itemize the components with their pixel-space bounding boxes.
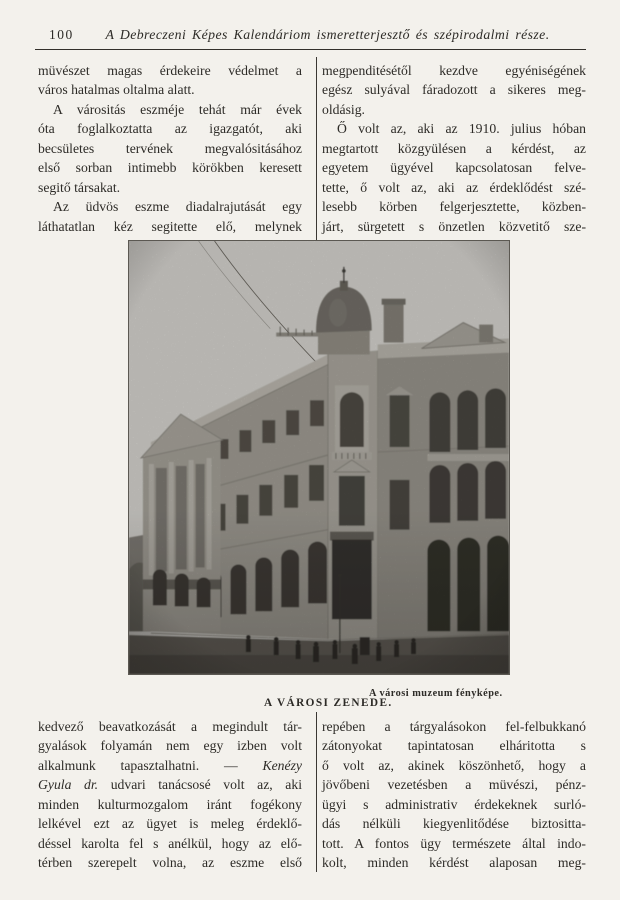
- text-line: [322, 61, 586, 80]
- text-line: [38, 100, 302, 119]
- text-line: [38, 119, 302, 138]
- text-run: becsületes tervének megvalósitásához: [38, 140, 302, 156]
- text-line: [322, 197, 586, 216]
- column-divider-bottom: [316, 712, 317, 872]
- text-run: müvészet magas érdekeire védelmet a: [38, 63, 302, 78]
- text-run: lelkével ezt az ügyet is meleg érdeklő-: [38, 816, 302, 832]
- text-column-bottom-left: [38, 717, 302, 873]
- building-photo-illustration: [129, 241, 509, 674]
- vignette: [129, 241, 509, 674]
- text-run: gyalások folyamán nem egy izben volt: [38, 738, 302, 754]
- text-line: [38, 834, 302, 853]
- text-run: tette, ő volt az, aki az érdeklődést szé-: [322, 179, 586, 195]
- text-line: [322, 717, 586, 736]
- text-run: egyetem ügyével kapcsolatosan felve-: [322, 160, 586, 176]
- text-line: [322, 756, 586, 775]
- text-line: [38, 80, 302, 99]
- text-line: [322, 775, 586, 794]
- text-run: kolt, minden kérdést alaposan meg-: [322, 855, 586, 871]
- text-run: déssel karolta fel s anélkül, hogy az elő-: [38, 835, 302, 851]
- photo-main-caption: A VÁROSI ZENEDE.: [264, 697, 393, 709]
- city-music-school-photograph: [128, 240, 510, 675]
- text-line: [38, 853, 302, 872]
- italic-text-run: Gyula dr.: [38, 777, 99, 793]
- photo-credit-caption: A városi muzeum fényképe.: [369, 688, 503, 699]
- header-rule: [35, 49, 586, 50]
- text-run: óta foglalkoztatta az igazgatót, aki: [38, 121, 302, 137]
- text-run: lesebb körben felgerjesztette, közben-: [322, 199, 586, 215]
- text-run: jövőbeni vezetésben a müvészi, pénz-: [322, 777, 586, 793]
- text-line: [38, 795, 302, 814]
- text-run: megpenditésétől kezdve egyéniségének: [322, 63, 586, 78]
- text-line: [38, 217, 302, 236]
- text-line: [38, 197, 302, 216]
- text-run: repében a tárgyalásokon fel-felbukkanó: [322, 719, 586, 734]
- text-run: oldásig.: [322, 101, 365, 117]
- text-run: dás nélküli kiegyenlitődése biztositta-: [322, 816, 586, 832]
- text-run: zátonyokat tapintatosan elháritotta s: [322, 738, 586, 754]
- text-line: [322, 814, 586, 833]
- page-number: 100: [49, 27, 74, 42]
- text-line: [38, 158, 302, 177]
- text-line: [322, 217, 586, 236]
- text-line: [322, 853, 586, 872]
- text-line: [322, 80, 586, 99]
- running-header-title: A Debreczeni Képes Kalendáriom ismeretterjesztő és szépirodalmi része.: [105, 27, 550, 42]
- text-run: minden kulturmozgalom iránt fogékony: [38, 796, 302, 812]
- text-run: Ő volt az, aki az 1910. julius hóban: [337, 121, 586, 137]
- text-column-top-left: [38, 61, 302, 236]
- text-run: Az üdvös eszme diadalrajutását egy: [53, 199, 302, 215]
- text-column-top-right: [322, 61, 586, 236]
- column-divider-top: [316, 57, 317, 243]
- text-line: [322, 178, 586, 197]
- text-run: ő volt az, akinek köszönhető, hogy a: [322, 757, 586, 773]
- text-line: [322, 100, 586, 119]
- italic-text-run: Kenézy: [262, 757, 302, 773]
- text-line: [38, 61, 302, 80]
- text-line: [38, 814, 302, 833]
- text-run: város hatalmas oltalma alatt.: [38, 82, 195, 98]
- text-line: [322, 736, 586, 755]
- text-run: udvari tanácsosé volt az, aki: [98, 777, 302, 793]
- text-run: tott. A fontos ügy természete által indo-: [322, 835, 586, 851]
- text-run: A várositás eszméje tehát már évek: [53, 101, 302, 117]
- text-run: ügyi s administrativ érdekeknek surló-: [322, 796, 586, 812]
- text-run: térben szerepelt volna, az eszme első: [38, 855, 302, 871]
- text-line: [322, 834, 586, 853]
- text-line: [322, 119, 586, 138]
- text-line: [322, 795, 586, 814]
- text-run: segitő társakat.: [38, 179, 121, 195]
- text-line: [322, 158, 586, 177]
- text-run: láthatatlan kéz segitette elő, melynek: [38, 218, 302, 234]
- text-run: első sorban intimebb körökben keresett: [38, 160, 302, 176]
- text-run: alkalmunk tapasztalhatni. —: [38, 757, 263, 773]
- text-line: [322, 139, 586, 158]
- text-line: [38, 717, 302, 736]
- text-line: [38, 756, 302, 775]
- text-run: járt, sürgetett s önzetlen közvetitő sze-: [322, 218, 586, 234]
- text-run: megtartott közgyülésen a kérdést, az: [322, 140, 586, 156]
- text-column-bottom-right: [322, 717, 586, 873]
- text-line: [38, 178, 302, 197]
- text-line: [38, 775, 302, 794]
- text-run: egész sulyával fáradozott a sikeres meg-: [322, 82, 586, 98]
- text-line: [38, 736, 302, 755]
- text-run: kedvező beavatkozását a megindult tár-: [38, 719, 302, 734]
- text-line: [38, 139, 302, 158]
